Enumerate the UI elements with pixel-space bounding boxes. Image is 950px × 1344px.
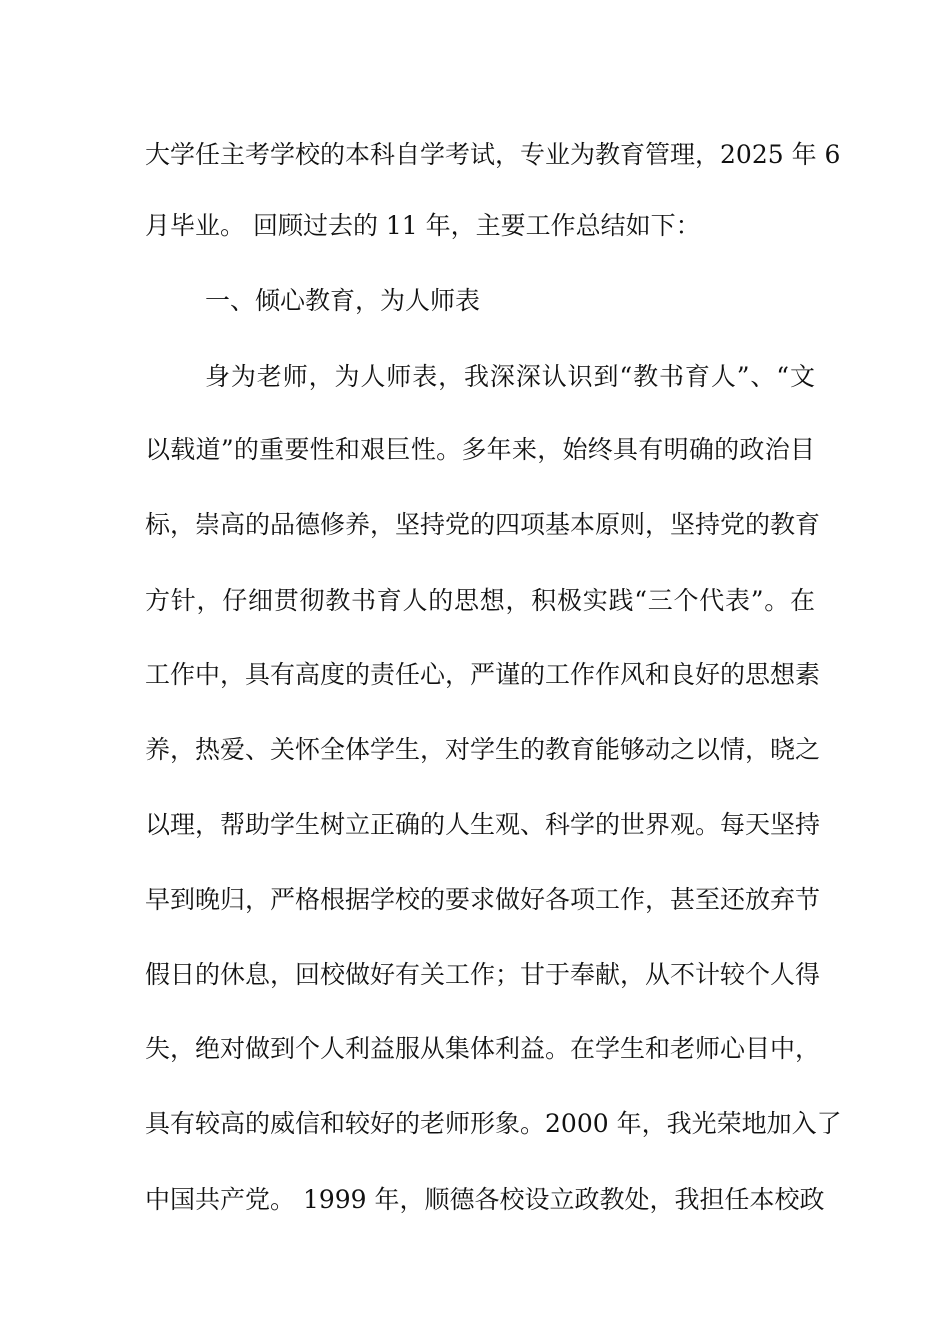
text-line-1: 大学任主考学校的本科自学考试，专业为教育管理，2025 年 6 [145,140,841,169]
text-line-15: 中国共产党。 1999 年，顺德各校设立政教处，我担任本校政 [145,1185,825,1214]
text-line-11: 早到晚归，严格根据学校的要求做好各项工作，甚至还放弃节 [145,885,821,914]
text-line-6: 标，崇高的品德修养，坚持党的四项基本原则，坚持党的教育 [145,510,821,539]
text-line-8: 工作中，具有高度的责任心，严谨的工作作风和良好的思想素 [145,660,821,689]
text-line-13: 失，绝对做到个人利益服从集体利益。在学生和老师心目中， [145,1034,821,1063]
text-line-12: 假日的休息，回校做好有关工作；甘于奉献，从不计较个人得 [145,960,821,989]
section-heading: 一、倾心教育，为人师表 [205,286,481,315]
text-line-14: 具有较高的威信和较好的老师形象。2000 年，我光荣地加入了 [145,1109,842,1138]
text-line-9: 养，热爱、关怀全体学生，对学生的教育能够动之以情，晓之 [145,735,821,764]
text-line-2: 月毕业。 回顾过去的 11 年，主要工作总结如下： [145,211,701,240]
text-line-5: 以载道”的重要性和艰巨性。多年来，始终具有明确的政治目 [145,435,815,464]
text-line-10: 以理，帮助学生树立正确的人生观、科学的世界观。每天坚持 [145,810,821,839]
text-line-7: 方针，仔细贯彻教书育人的思想，积极实践“三个代表”。在 [145,586,815,615]
text-line-4: 身为老师，为人师表，我深深认识到“教书育人”、“文 [205,362,815,391]
